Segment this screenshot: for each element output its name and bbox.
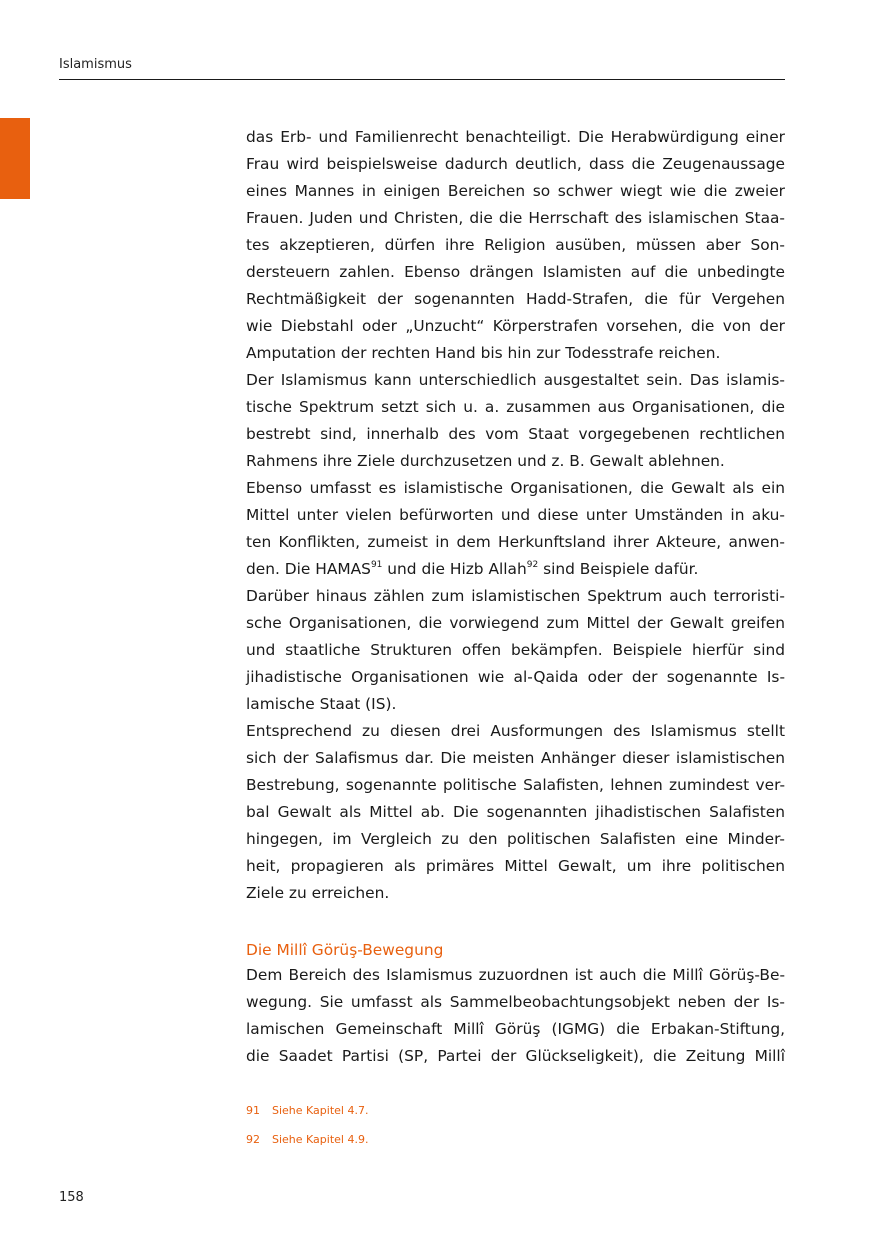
text-segment: sind Beispiele dafür.	[538, 560, 699, 578]
text-line-with-footnotes	[246, 556, 785, 583]
text-segment: den. Die HAMAS	[246, 560, 371, 578]
page-number: 158	[59, 1190, 84, 1205]
footnote-91	[246, 1104, 368, 1118]
text-line: Dem Bereich des Islamismus zuzuordnen ist auch die Millî Görüş-Be-	[246, 966, 785, 984]
text-line: lamischen Gemeinschaft Millî Görüş (IGMG) die Erbakan-Stiftung,	[246, 1020, 785, 1038]
text-line: Ziele zu erreichen.	[246, 884, 390, 902]
footnote-number: 91	[246, 1104, 260, 1117]
text-line: Ebenso umfasst es islamistische Organisationen, die Gewalt als ein	[246, 479, 785, 497]
text-line: bal Gewalt als Mittel ab. Die sogenannten jihadistischen Salafisten	[246, 803, 785, 821]
text-line: tes akzeptieren, dürfen ihre Religion ausüben, müssen aber Son-	[246, 236, 785, 254]
footnote-ref-92[interactable]: 92	[526, 559, 539, 570]
text-line: wie Diebstahl oder „Unzucht“ Körperstrafen vorsehen, die von der	[246, 317, 785, 335]
text-line: sche Organisationen, die vorwiegend zum Mittel der Gewalt greifen	[246, 614, 785, 632]
footnote-text: Siehe Kapitel 4.7.	[272, 1104, 369, 1117]
footnote-ref-91[interactable]: 91	[370, 559, 383, 570]
section-body-text	[246, 962, 785, 1070]
text-line: tische Spektrum setzt sich u. a. zusammen aus Organisationen, die	[246, 398, 785, 416]
section-heading: Die Millî Görüş-Bewegung	[246, 941, 444, 959]
text-line: und staatliche Strukturen offen bekämpfen. Beispiele hierfür sind	[246, 641, 785, 659]
text-line: lamische Staat (IS).	[246, 695, 397, 713]
text-line: Frauen. Juden und Christen, die die Herrschaft des islamischen Staa-	[246, 209, 785, 227]
text-line: Darüber hinaus zählen zum islamistischen Spektrum auch terroristi-	[246, 587, 785, 605]
text-segment: und die Hizb Allah	[382, 560, 527, 578]
text-line: die Saadet Partisi (SP, Partei der Glückseligkeit), die Zeitung Millî	[246, 1047, 785, 1065]
text-line: Mittel unter vielen befürworten und diese unter Umständen in aku-	[246, 506, 785, 524]
text-line: Frau wird beispielsweise dadurch deutlich, dass die Zeugenaussage	[246, 155, 785, 173]
text-line: hingegen, im Vergleich zu den politischen Salafisten eine Minder-	[246, 830, 785, 848]
header-rule	[59, 79, 785, 80]
text-line: heit, propagieren als primäres Mittel Gewalt, um ihre politischen	[246, 857, 785, 875]
running-header: Islamismus	[59, 57, 132, 72]
text-line: jihadistische Organisationen wie al-Qaida oder der sogenannte Is-	[246, 668, 785, 686]
text-line: Entsprechend zu diesen drei Ausformungen des Islamismus stellt	[246, 722, 785, 740]
text-line: dersteuern zahlen. Ebenso drängen Islamisten auf die unbedingte	[246, 263, 785, 281]
text-line: bestrebt sind, innerhalb des vom Staat vorgegebenen rechtlichen	[246, 425, 785, 443]
text-line: eines Mannes in einigen Bereichen so schwer wiegt wie die zweier	[246, 182, 785, 200]
body-text	[246, 124, 785, 907]
text-line: Bestrebung, sogenannte politische Salafisten, lehnen zumindest ver-	[246, 776, 785, 794]
text-line: das Erb- und Familienrecht benachteiligt. Die Herabwürdigung einer	[246, 128, 785, 146]
text-line: Rechtmäßigkeit der sogenannten Hadd-Strafen, die für Vergehen	[246, 290, 785, 308]
chapter-accent-bar	[0, 118, 30, 199]
text-line: sich der Salafismus dar. Die meisten Anhänger dieser islamistischen	[246, 749, 785, 767]
footnote-text: Siehe Kapitel 4.9.	[272, 1133, 369, 1146]
footnote-92	[246, 1133, 368, 1147]
text-line: ten Konflikten, zumeist in dem Herkunftsland ihrer Akteure, anwen-	[246, 533, 785, 551]
text-line: Rahmens ihre Ziele durchzusetzen und z. B. Gewalt ablehnen.	[246, 452, 725, 470]
text-line: wegung. Sie umfasst als Sammelbeobachtungsobjekt neben der Is-	[246, 993, 785, 1011]
text-line: Der Islamismus kann unterschiedlich ausgestaltet sein. Das islamis-	[246, 371, 785, 389]
footnote-number: 92	[246, 1133, 260, 1146]
text-line: Amputation der rechten Hand bis hin zur Todesstrafe reichen.	[246, 344, 721, 362]
